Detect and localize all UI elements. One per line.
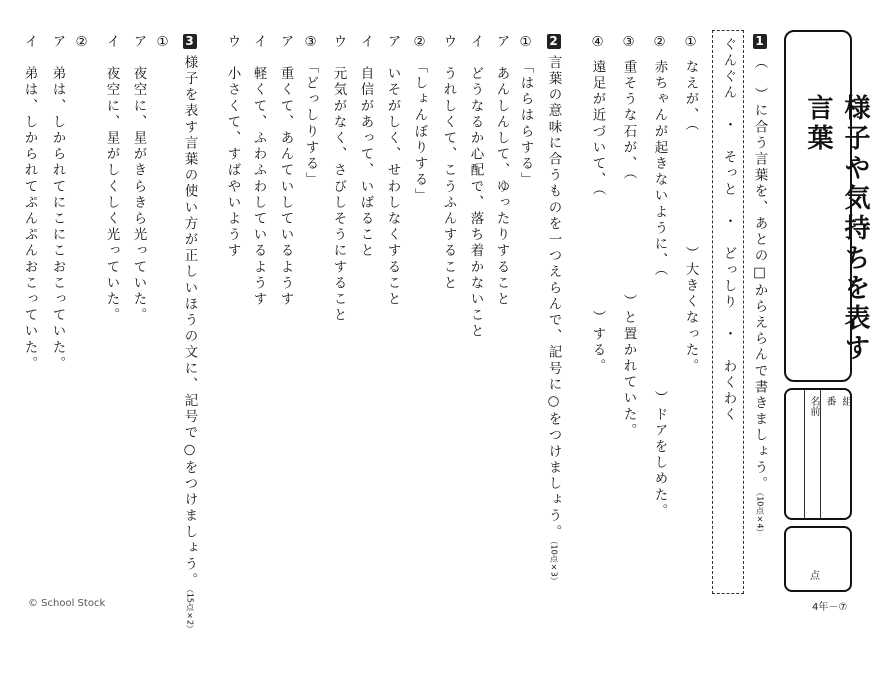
score-box <box>784 526 852 592</box>
section1-item: ③ 重そうな石が、（ ）と置かれていた。 <box>620 34 637 440</box>
section2-header <box>546 34 561 585</box>
section2-option: ア 重くて、あんていしているようす <box>277 34 294 308</box>
section1-points: （10点×4） <box>755 492 765 537</box>
section3-option: ア 夜空に、星がきらきら光っていた。 <box>130 34 147 324</box>
word-choice-box <box>712 30 744 594</box>
copyright: © School Stock <box>28 598 106 609</box>
section2-question-word: ① 「はらはらする」 <box>517 34 534 189</box>
section1-instruction: （ ）に合う言葉を、あとの□からえらんで書きましょう。 <box>751 55 768 493</box>
section2-option: イ どうなるか心配で、落ち着かないこと <box>467 34 484 340</box>
section3-option: イ 弟は、しかられてぷんぷんおこっていた。 <box>21 34 38 373</box>
title-box <box>784 30 870 382</box>
number-label: 番 <box>824 396 835 406</box>
section2-question-word: ③ 「どっしりする」 <box>302 34 319 189</box>
section2-instruction: 言葉の意味に合うものを一つえらんで、記号に○をつけましょう。 <box>545 55 562 541</box>
score-label: 点 <box>810 571 820 582</box>
section1-item: ① なえが、（ ）大きくなった。 <box>682 34 699 375</box>
section3-option: ア 弟は、しかられてにこにこおこっていた。 <box>49 34 66 373</box>
section3-question-num: ② <box>73 34 90 53</box>
section3-instruction: 様子を表す言葉の使い方が正しいほうの文に、記号で○をつけましょう。 <box>181 55 198 589</box>
section2-option: イ 自信があって、いばること <box>357 34 374 260</box>
name-box <box>784 388 852 520</box>
name-box-divider <box>804 390 805 518</box>
section2-option: ウ うれしくて、こうふんすること <box>440 34 457 292</box>
section3-option: イ 夜空に、星がしくしく光っていた。 <box>103 34 120 324</box>
section1-item: ④ 遠足が近づいて、（ ）する。 <box>589 34 606 375</box>
class-label: 組 <box>840 396 851 406</box>
section1-badge: 1 <box>753 34 767 49</box>
page-title: 様子や気持ちを表す言葉 <box>803 94 870 364</box>
name-label: 名前 <box>808 396 819 416</box>
section1-item: ② 赤ちゃんが起きないように、（ ）ドアをしめた。 <box>651 34 668 520</box>
section3-header <box>182 34 197 633</box>
section2-option: ウ 小さくて、すばやいようす <box>224 34 241 260</box>
section3-points: （15点×2） <box>185 588 195 634</box>
section2-option: ア あんしんして、ゆったりすること <box>493 34 510 308</box>
section2-question-word: ② 「しょんぼりする」 <box>411 34 428 205</box>
section2-badge: 2 <box>547 34 561 49</box>
section2-option: イ 軽くて、ふわふわしているようす <box>250 34 267 308</box>
grade-label: 4年－⑦ <box>812 602 848 613</box>
section1-header <box>752 34 767 536</box>
section3-badge: 3 <box>183 34 197 49</box>
section2-points: （10点×3） <box>549 540 559 585</box>
section2-option: ウ 元気がなく、さびしそうにすること <box>330 34 347 324</box>
section2-option: ア いそがしく、せわしなくすること <box>384 34 401 308</box>
section3-question-num: ① <box>154 34 171 53</box>
word-choices: ぐんぐん ・ そっと ・ どっしり ・ わくわく <box>720 37 737 424</box>
